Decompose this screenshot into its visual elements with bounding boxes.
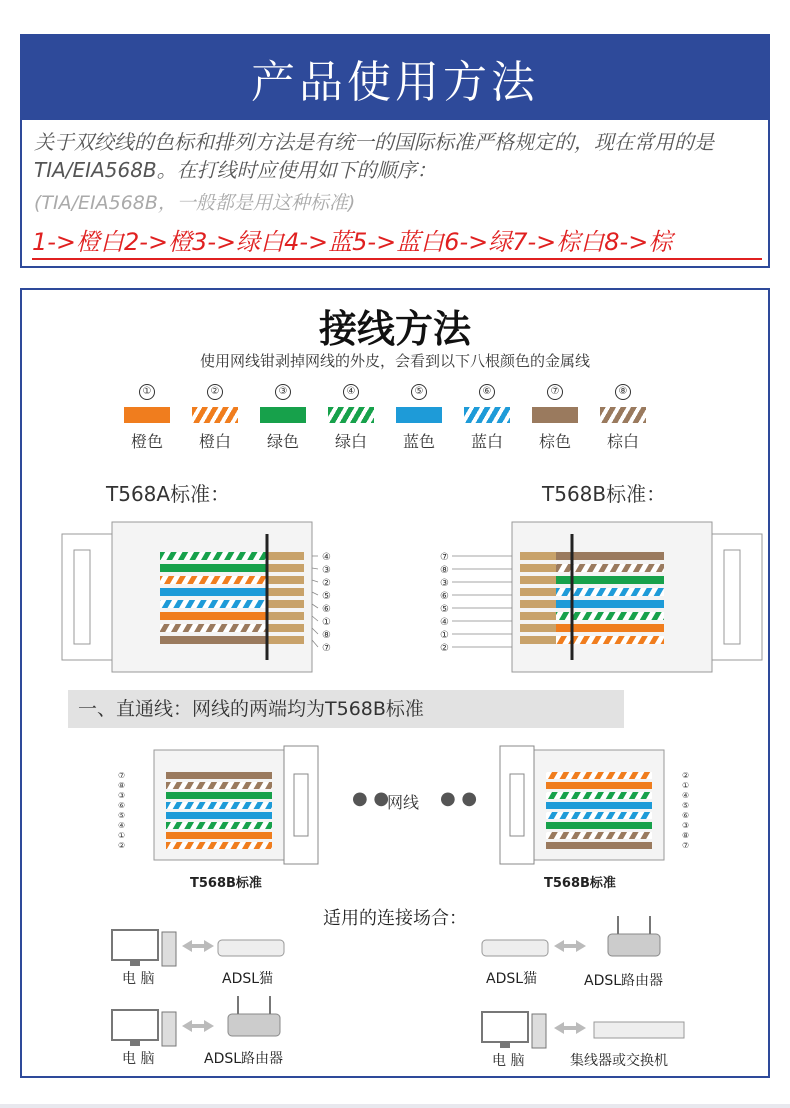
pair4-left-label: 电 脑 (492, 1053, 525, 1069)
connector-body (512, 522, 712, 672)
pair2-left-label: ADSL猫 (486, 971, 538, 987)
small-connector-latch (294, 774, 308, 836)
pc-stand (130, 960, 140, 966)
leader-line (312, 568, 318, 569)
small-pin-number: ③ (682, 821, 690, 830)
wire-number: ⑥ (479, 384, 495, 400)
wire-color-label: 蓝色 (402, 432, 435, 451)
double-arrow (182, 940, 214, 952)
gold-contact (520, 564, 556, 572)
pin-number: ② (322, 578, 331, 589)
connector-latch (724, 550, 740, 644)
modem-body (482, 940, 548, 956)
pin-number: ⑦ (322, 643, 331, 654)
straight-cable-heading: 一、直通线：网线的两端均为T568B标准 (68, 690, 624, 728)
small-wire (546, 842, 652, 849)
small-pin-number: ① (118, 831, 126, 840)
method-panel (20, 288, 770, 1078)
top-strip (0, 0, 790, 30)
leader-line (312, 628, 318, 634)
leader-line (312, 592, 318, 595)
small-wire (546, 832, 652, 839)
small-wire (546, 812, 652, 819)
leader-line (312, 604, 318, 608)
pin-number: ⑤ (322, 591, 331, 602)
wire-number: ③ (275, 384, 291, 400)
gold-contact (268, 624, 304, 632)
gold-contact (268, 612, 304, 620)
small-wire (546, 802, 652, 809)
gold-contact (268, 552, 304, 560)
intro-panel (20, 34, 770, 268)
right-connector-caption: T568B标准 (544, 876, 616, 891)
small-pin-number: ⑥ (118, 801, 126, 810)
wire-number: ④ (343, 384, 359, 400)
gold-contact (520, 612, 556, 620)
small-pin-number: ⑦ (682, 841, 690, 850)
small-connector-latch (510, 774, 524, 836)
intro-note: (TIA/EIA568B，一般都是用这种标准) (34, 192, 356, 214)
gold-contact (520, 636, 556, 644)
pin-number: ⑥ (440, 591, 449, 602)
pin-number: ② (440, 643, 449, 654)
small-wire (166, 822, 272, 829)
small-wire (166, 842, 272, 849)
connector-latch (74, 550, 90, 644)
pin-number: ⑤ (440, 604, 449, 615)
pc-monitor (112, 1010, 158, 1040)
pair3-right-label: ADSL路由器 (204, 1051, 284, 1067)
pin-number: ④ (440, 617, 449, 628)
wire-order: 1->橙白2->橙3->绿白4->蓝5->蓝白6->绿7->棕白8->棕 (32, 228, 673, 256)
router-body (608, 934, 660, 956)
pin-number: ④ (322, 552, 331, 563)
gold-contact (520, 600, 556, 608)
gold-contact (520, 588, 556, 596)
gold-contact (520, 552, 556, 560)
small-pin-number: ⑧ (682, 831, 690, 840)
small-wire (546, 822, 652, 829)
gold-contact (520, 624, 556, 632)
wire-color-label: 蓝白 (470, 432, 503, 451)
dots-left: ● ● (352, 788, 390, 809)
wire-number: ① (139, 384, 155, 400)
gold-contact (268, 576, 304, 584)
pin-number: ③ (440, 578, 449, 589)
gold-contact (268, 600, 304, 608)
small-pin-number: ④ (682, 791, 690, 800)
pc-stand (500, 1042, 510, 1048)
double-arrow (554, 1022, 586, 1034)
wire-number: ② (207, 384, 223, 400)
left-connector-caption: T568B标准 (190, 876, 262, 891)
router-body (228, 1014, 280, 1036)
bottom-divider (0, 1104, 790, 1108)
small-wire (546, 772, 652, 779)
pair2-right-label: ADSL路由器 (584, 973, 664, 989)
modem-body (218, 940, 284, 956)
dots-right: ● ● (440, 788, 478, 809)
small-pin-number: ⑤ (118, 811, 126, 820)
double-arrow (554, 940, 586, 952)
small-pin-number: ② (118, 841, 126, 850)
intro-description: 关于双绞线的色标和排列方法是有统一的国际标准严格规定的，现在常用的是TIA/EIA568B。在打线时应使用如下的顺序： (34, 130, 714, 182)
small-pin-number: ④ (118, 821, 126, 830)
pin-number: ③ (322, 565, 331, 576)
wire-color-label: 绿白 (334, 432, 367, 451)
pair1-left-label: 电 脑 (122, 971, 155, 987)
connector-body (112, 522, 312, 672)
pc-monitor (482, 1012, 528, 1042)
small-pin-number: ③ (118, 791, 126, 800)
pin-number: ⑦ (440, 552, 449, 563)
gold-contact (268, 636, 304, 644)
leader-line (312, 640, 318, 647)
wire-color-label: 绿色 (266, 432, 299, 451)
pin-number: ⑥ (322, 604, 331, 615)
double-arrow (182, 1020, 214, 1032)
small-wire (166, 792, 272, 799)
t568b-label: T568B标准： (542, 482, 667, 506)
small-pin-number: ⑦ (118, 771, 126, 780)
gold-contact (520, 576, 556, 584)
pin-number: ⑧ (322, 630, 331, 641)
connector-diagrams (22, 290, 768, 1070)
pin-number: ① (322, 617, 331, 628)
leader-line (312, 616, 318, 621)
pc-stand (130, 1040, 140, 1046)
gold-contact (268, 588, 304, 596)
wire-color-label: 棕白 (606, 432, 639, 451)
pin-number: ⑧ (440, 565, 449, 576)
small-wire (166, 772, 272, 779)
small-wire (166, 812, 272, 819)
pc-tower (532, 1014, 546, 1048)
small-wire (546, 782, 652, 789)
leader-line (312, 580, 318, 582)
pair1-right-label: ADSL猫 (222, 971, 274, 987)
small-pin-number: ⑥ (682, 811, 690, 820)
pin-number: ① (440, 630, 449, 641)
cable-label: 网线 (387, 793, 420, 812)
switch-body (594, 1022, 684, 1038)
pc-tower (162, 932, 176, 966)
wire-color-label: 橙白 (198, 432, 231, 451)
t568a-label: T568A标准： (106, 482, 231, 506)
small-wire (166, 782, 272, 789)
small-wire (166, 802, 272, 809)
pair4-right-label: 集线器或交换机 (570, 1053, 668, 1069)
small-pin-number: ② (682, 771, 690, 780)
pc-monitor (112, 930, 158, 960)
wire-color-label: 橙色 (130, 432, 163, 451)
pair3-left-label: 电 脑 (122, 1051, 155, 1067)
wire-color-label: 棕色 (538, 432, 571, 451)
gold-contact (268, 564, 304, 572)
method-subtitle: 使用网线钳剥掉网线的外皮，会看到以下八根颜色的金属线 (199, 352, 590, 370)
pc-tower (162, 1012, 176, 1046)
small-wire (546, 792, 652, 799)
method-title: 接线方法 (318, 307, 471, 351)
small-pin-number: ⑧ (118, 781, 126, 790)
wire-number: ⑧ (615, 384, 631, 400)
small-wire (166, 832, 272, 839)
wire-number: ⑤ (411, 384, 427, 400)
apply-title: 适用的连接场合： (323, 908, 467, 929)
small-pin-number: ① (682, 781, 690, 790)
page-title: 产品使用方法 (22, 36, 768, 120)
small-pin-number: ⑤ (682, 801, 690, 810)
wire-number: ⑦ (547, 384, 563, 400)
order-underline (32, 258, 762, 260)
